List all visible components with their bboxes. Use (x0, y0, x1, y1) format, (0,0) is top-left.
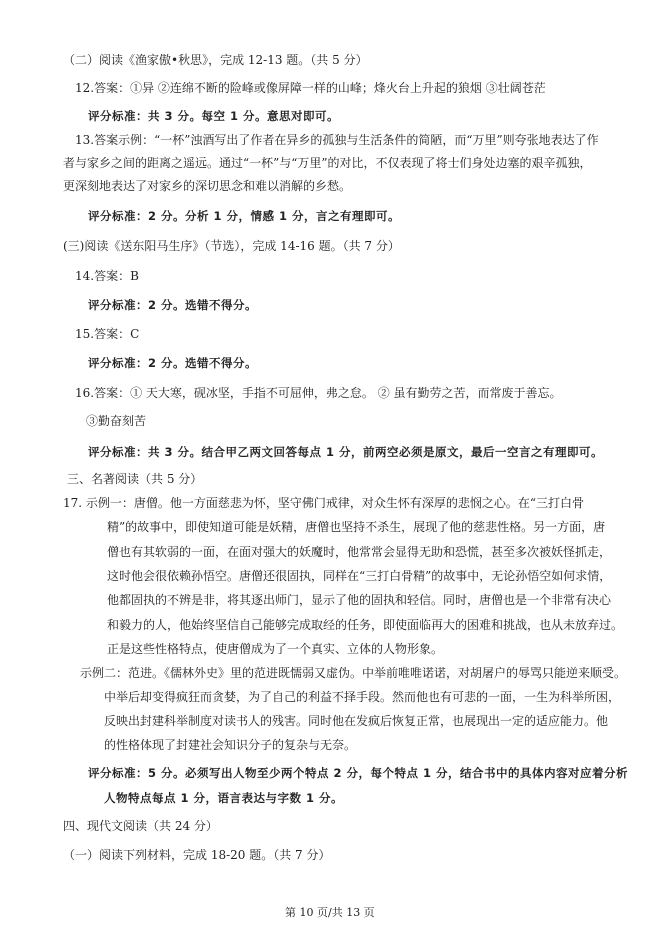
section-heading: （一）阅读下列材料，完成 18-20 题。（共 7 分） (63, 848, 331, 862)
section-heading: 四、现代文阅读（共 24 分） (63, 819, 218, 833)
answer-line: 者与家乡之间的距离之遥远。通过“一杯”与“万里”的对比，不仅表现了将士们身处边塞的艰辛孤独， (63, 156, 592, 170)
scoring-criteria: 人物特点每点 1 分，语言表达与字数 1 分。 (104, 791, 344, 805)
answer-line: 和毅力的人，他始终坚信自己能够完成取经的任务，即使面临再大的困难和挑战，也从未放弃过。 (107, 618, 624, 632)
scoring-criteria: 评分标准：2 分。分析 1 分，情感 1 分，言之有理即可。 (88, 209, 401, 223)
answer-line: 13.答案示例：“一杯”浊酒写出了作者在异乡的孤独与生活条件的简陋，而“万里”则夸张地表达了作 (75, 133, 599, 147)
answer-line: 正是这些性格特点，使唐僧成为了一个真实、立体的人物形象。 (107, 642, 444, 656)
answer-line: 15.答案：C (75, 327, 140, 341)
scoring-criteria: 评分标准：5 分。必须写出人物至少两个特点 2 分，每个特点 1 分，结合书中的具体内容对应着分析 (88, 766, 629, 780)
answer-line: 中举后却变得疯狂而贪婪，为了自己的利益不择手段。然而他也有可悲的一面，一生为科举所困， (104, 690, 621, 704)
section-heading: （二）阅读《渔家傲•秋思》，完成 12-13 题。（共 5 分） (63, 53, 368, 67)
answer-line: 反映出封建科举制度对读书人的残害。同时他在发疯后恢复正常，也展现出一定的适应能力。他 (104, 714, 609, 728)
answer-line: 示例二：范进。《儒林外史》里的范进既懦弱又虚伪。中举前唯唯诺诺，对胡屠户的辱骂只能逆来顺受。 (80, 666, 627, 680)
scoring-criteria: 评分标准：共 3 分。结合甲乙两文回答每点 1 分，前两空必须是原文，最后一空言之有理即可。 (88, 445, 604, 459)
answer-line: 12.答案：①异 ②连绵不断的险峰或像屏障一样的山峰；烽火台上升起的狼烟 ③壮阔苍茫 (75, 81, 546, 95)
answer-line: 17. 示例一：唐僧。他一方面慈悲为怀，坚守佛门戒律，对众生怀有深厚的悲悯之心。在“三打白骨 (63, 496, 585, 510)
section-heading: 三、名著阅读（共 5 分） (67, 472, 203, 486)
answer-line: 14.答案：B (75, 269, 139, 283)
answer-line: 的性格体现了封建社会知识分子的复杂与无奈。 (104, 738, 357, 752)
answer-line: 他都固执的不辨是非，将其逐出师门，显示了他的固执和轻信。同时，唐僧也是一个非常有决心 (107, 593, 612, 607)
answer-line: 精”的故事中，即使知道可能是妖精，唐僧也坚持不杀生，展现了他的慈悲性格。另一方面，唐 (107, 520, 606, 534)
scoring-criteria: 评分标准：共 3 分。每空 1 分。意思对即可。 (88, 109, 340, 123)
answer-line: 僧也有其软弱的一面，在面对强大的妖魔时，他常常会显得无助和恐慌，甚至多次被妖怪抓走， (107, 545, 612, 559)
scoring-criteria: 评分标准：2 分。选错不得分。 (88, 298, 258, 312)
answer-line: 更深刻地表达了对家乡的深切思念和难以消解的乡愁。 (63, 179, 352, 193)
scoring-criteria: 评分标准：2 分。选错不得分。 (88, 356, 258, 370)
answer-line: ③勤奋刻苦 (86, 414, 147, 428)
answer-line: 16.答案：① 天大寒，砚冰坚，手指不可屈伸，弗之怠。 ② 虽有勤劳之苦，而常废于善忘。 (75, 386, 562, 400)
answer-line: 这时他会很依赖孙悟空。唐僧还很固执，同样在“三打白骨精”的故事中，无论孙悟空如何求情， (107, 569, 612, 583)
page-number: 第 10 页/共 13 页 (285, 906, 375, 919)
section-heading: (三)阅读《送东阳马生序》（节选），完成 14-16 题。（共 7 分） (63, 239, 400, 253)
